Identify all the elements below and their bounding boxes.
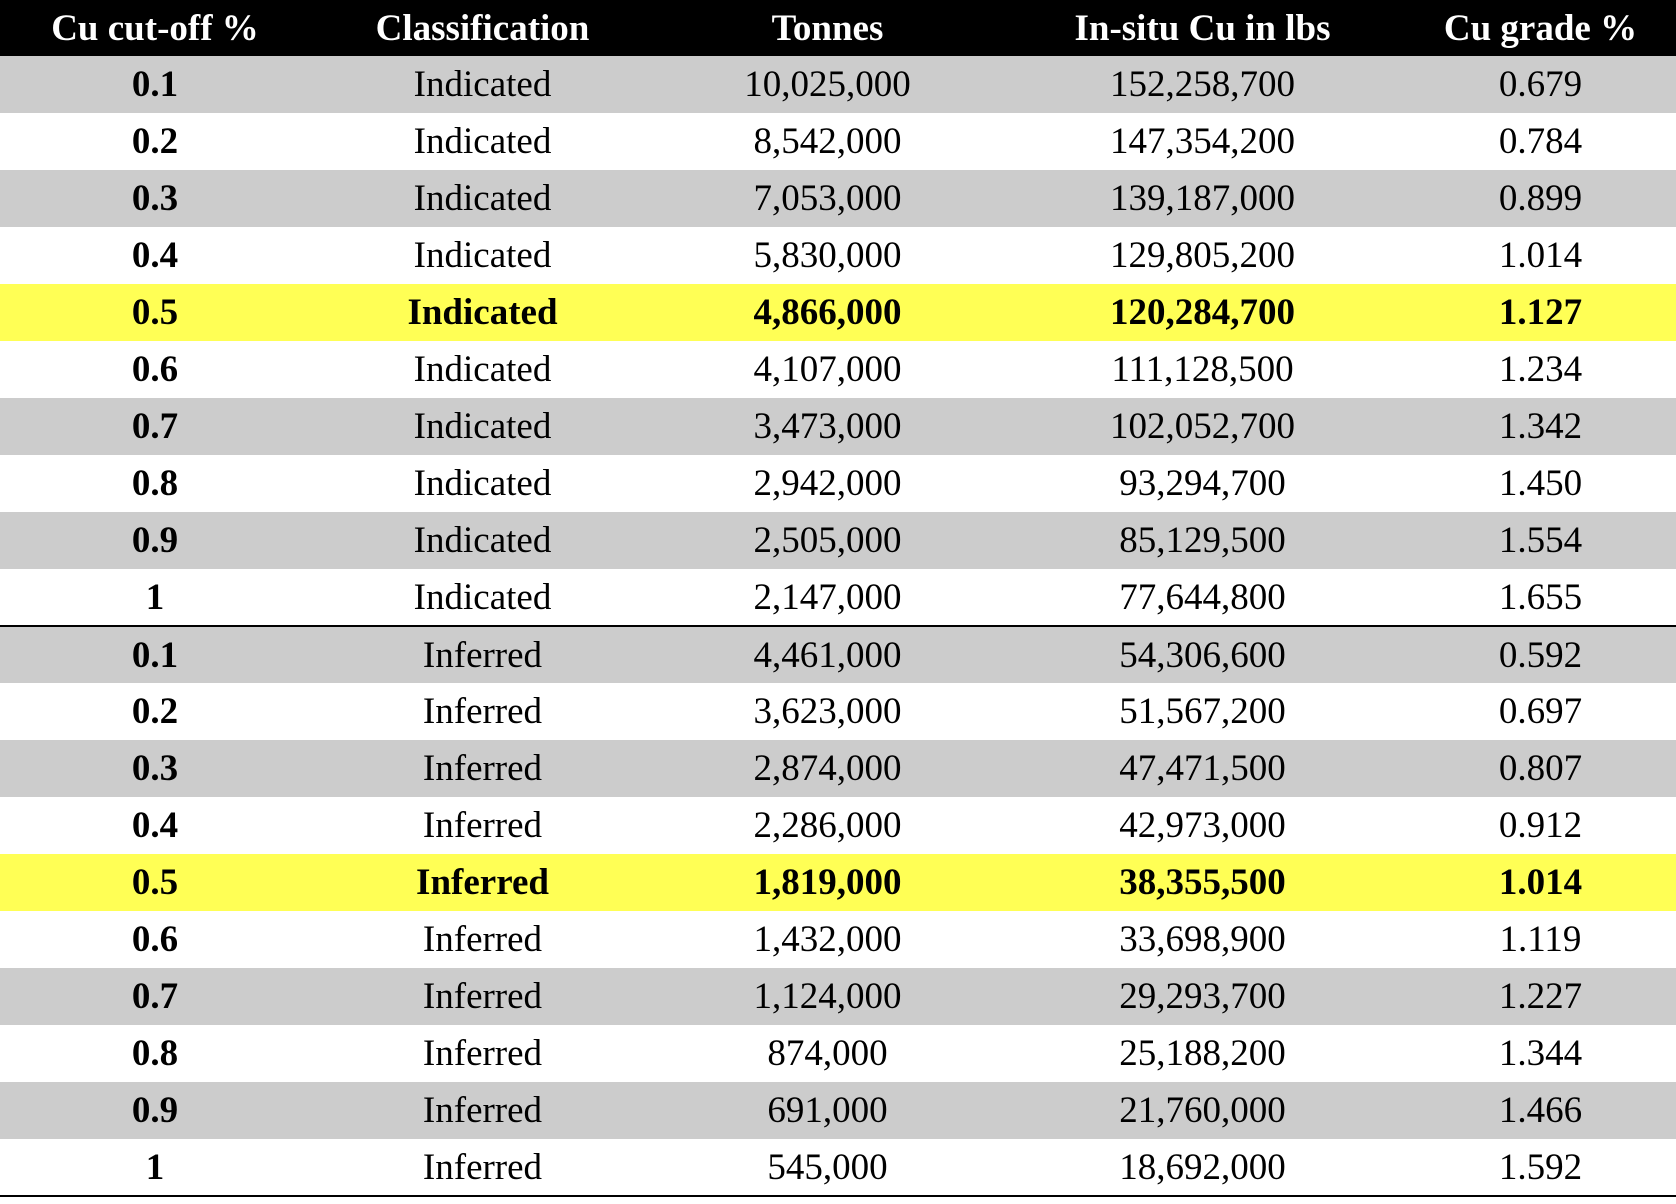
cell-tonnes: 1,432,000 [753,919,902,960]
table-row [0,1139,1676,1196]
cell-grade: 1.344 [1498,1033,1583,1074]
cell-grade: 1.450 [1498,463,1583,504]
cell-cutoff: 0.2 [131,121,179,162]
cell-tonnes: 4,461,000 [655,626,1000,683]
table-row [0,398,1676,455]
cell-cu-lbs: 47,471,500 [1119,748,1286,789]
cell-grade: 1.466 [1498,1090,1583,1131]
cell-tonnes: 4,107,000 [753,349,902,390]
cell-tonnes: 7,053,000 [753,178,902,219]
cell-cutoff: 0.3 [131,748,179,789]
cell-grade: 0.899 [1498,178,1583,219]
cell-classification: Indicated [413,349,552,390]
cell-tonnes: 2,942,000 [753,463,902,504]
cell-tonnes: 2,147,000 [753,576,902,618]
cell-cu-lbs: 120,284,700 [1110,292,1295,333]
cell-classification: Indicated [413,121,552,162]
header-grade: Cu grade % [1443,7,1638,49]
table-row [0,1082,1676,1139]
cell-grade: 1.014 [1498,862,1583,903]
cell-cutoff: 0.5 [131,292,179,333]
cell-classification: Indicated [413,463,552,504]
table-row [0,683,1676,740]
table-row [0,56,1676,113]
cell-cu-lbs: 85,129,500 [1119,520,1286,561]
table-row [0,455,1676,512]
cell-cutoff: 0.9 [131,520,179,561]
cell-classification: Inferred [422,976,543,1017]
cell-cu-lbs: 33,698,900 [1119,919,1286,960]
cell-tonnes: 545,000 [655,1139,1000,1196]
cell-tonnes: 3,473,000 [753,406,902,447]
table-row [0,227,1676,284]
cell-classification: Inferred [422,748,543,789]
cell-tonnes: 4,866,000 [753,292,902,333]
cell-grade: 1.227 [1498,976,1583,1017]
cell-grade: 1.119 [1499,919,1582,960]
cell-grade: 1.592 [1405,1139,1676,1196]
cell-classification: Inferred [310,1139,655,1196]
cell-tonnes: 2,505,000 [753,520,902,561]
cell-cu-lbs: 147,354,200 [1110,121,1295,162]
cell-grade: 0.679 [1498,64,1583,105]
cell-grade: 1.554 [1498,520,1583,561]
table-row [0,968,1676,1025]
cell-cutoff: 0.6 [131,349,179,390]
cell-tonnes: 2,286,000 [753,805,902,846]
cell-cu-lbs: 93,294,700 [1119,463,1286,504]
cell-cutoff: 0.6 [131,919,179,960]
cell-cutoff: 0.9 [131,1090,179,1131]
cell-classification: Inferred [422,691,543,732]
cell-classification: Indicated [413,235,552,276]
cell-classification: Indicated [413,576,552,618]
cell-cutoff: 1 [145,576,165,618]
cell-cu-lbs: 54,306,600 [1000,626,1405,683]
cell-tonnes: 2,874,000 [753,748,902,789]
cell-grade: 0.697 [1498,691,1583,732]
header-cu-lbs: In-situ Cu in lbs [1074,7,1331,49]
cell-cutoff: 0.3 [131,178,179,219]
cell-cu-lbs: 77,644,800 [1119,576,1286,618]
table-body [0,56,1676,1196]
cell-cu-lbs: 102,052,700 [1110,406,1295,447]
cell-classification: Indicated [407,292,558,333]
table-row [0,341,1676,398]
cell-classification: Inferred [422,805,543,846]
cell-cutoff: 0.7 [131,976,179,1017]
cell-cu-lbs: 42,973,000 [1119,805,1286,846]
cell-classification: Indicated [413,178,552,219]
table-row [0,170,1676,227]
cell-grade: 1.014 [1498,235,1583,276]
cell-grade: 1.655 [1498,576,1583,618]
header-cutoff: Cu cut-off % [51,7,259,49]
cell-cu-lbs: 152,258,700 [1110,64,1295,105]
cell-classification: Inferred [310,626,655,683]
cell-cu-lbs: 25,188,200 [1119,1033,1286,1074]
table-row [0,284,1676,341]
cell-cu-lbs: 38,355,500 [1119,862,1286,903]
table-row [0,797,1676,854]
header-tonnes: Tonnes [771,7,884,49]
cell-cu-lbs: 21,760,000 [1119,1090,1286,1131]
cell-grade: 0.912 [1498,805,1583,846]
table-row [0,911,1676,968]
cell-cutoff: 0.4 [131,805,179,846]
cell-grade: 0.592 [1405,626,1676,683]
cell-tonnes: 874,000 [767,1033,888,1074]
cell-cutoff: 0.1 [131,64,179,105]
cell-grade: 1.234 [1498,349,1583,390]
header-classification: Classification [375,7,590,49]
cell-grade: 1.342 [1498,406,1583,447]
cell-classification: Inferred [416,862,549,903]
cell-cutoff: 0.4 [131,235,179,276]
cell-tonnes: 5,830,000 [753,235,902,276]
table-row [0,1025,1676,1082]
cell-cutoff: 0.8 [131,463,179,504]
table-row [0,569,1676,626]
table-row [0,740,1676,797]
cell-classification: Inferred [422,1090,543,1131]
cell-grade: 1.127 [1498,292,1583,333]
cell-classification: Indicated [413,520,552,561]
cell-grade: 0.807 [1498,748,1583,789]
cell-tonnes: 1,819,000 [753,862,902,903]
cell-cutoff: 0.5 [131,862,179,903]
cell-tonnes: 691,000 [767,1090,888,1131]
cell-cutoff: 0.7 [131,406,179,447]
cell-classification: Inferred [422,1033,543,1074]
cell-cu-lbs: 51,567,200 [1119,691,1286,732]
cell-classification: Indicated [413,64,552,105]
cell-classification: Inferred [422,919,543,960]
table-header [0,0,1676,56]
cell-cutoff: 1 [0,1139,310,1196]
cell-cutoff: 0.2 [131,691,179,732]
cell-cutoff: 0.8 [131,1033,179,1074]
cell-classification: Indicated [413,406,552,447]
cell-cu-lbs: 129,805,200 [1110,235,1295,276]
cell-tonnes: 1,124,000 [753,976,902,1017]
table-row [0,854,1676,911]
cell-tonnes: 10,025,000 [744,64,911,105]
cell-cu-lbs: 18,692,000 [1000,1139,1405,1196]
cell-tonnes: 8,542,000 [753,121,902,162]
cell-cu-lbs: 29,293,700 [1119,976,1286,1017]
cell-grade: 0.784 [1498,121,1583,162]
cell-cu-lbs: 111,128,500 [1111,349,1294,390]
cell-tonnes: 3,623,000 [753,691,902,732]
header-row [0,0,1676,56]
table-row [0,626,1676,683]
table-row [0,512,1676,569]
cell-cu-lbs: 139,187,000 [1110,178,1295,219]
cell-cutoff: 0.1 [0,626,310,683]
table-row [0,113,1676,170]
